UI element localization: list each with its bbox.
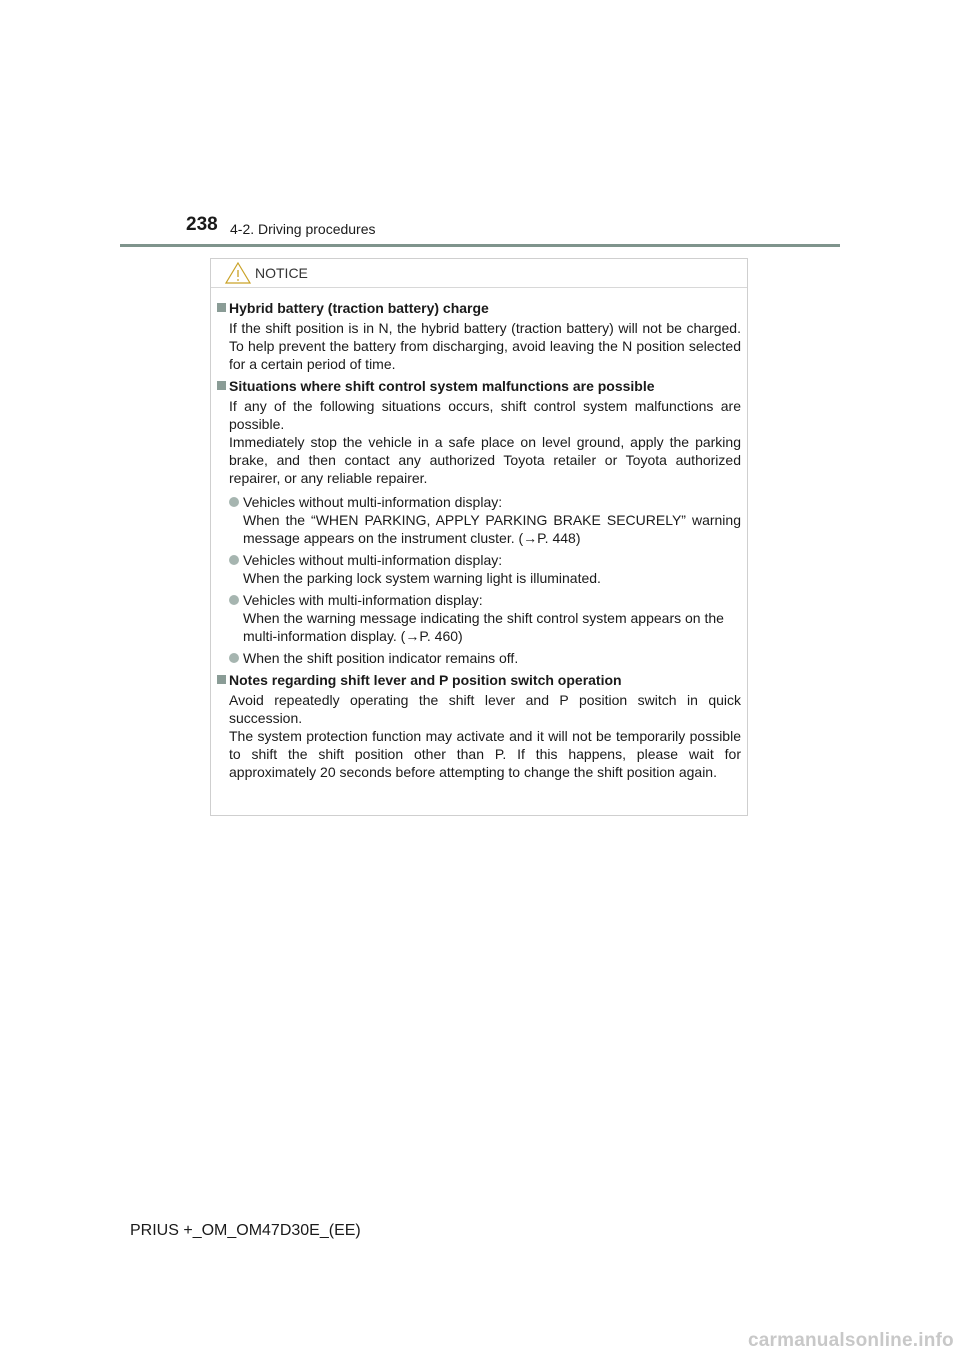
- section-shift-lever-notes: [217, 671, 741, 781]
- list-item: When the shift position indicator remains off.: [229, 649, 741, 667]
- square-bullet-icon: [217, 381, 226, 390]
- list-item: Vehicles without multi-information display: When the parking lock system warning light is illuminated.: [229, 551, 741, 587]
- paragraph: The system protection function may activate and it will not be temporarily possible to shift the shift position other than P. If this happens, please wait for approximately 20 seconds before attempting to change the shift position again.: [229, 728, 741, 780]
- paragraph: Avoid repeatedly operating the shift lever and P position switch in quick succession.: [229, 692, 741, 726]
- notice-header: [211, 259, 747, 288]
- square-bullet-icon: [217, 303, 226, 312]
- paragraph: If the shift position is in N, the hybrid battery (traction battery) will not be charged. To help prevent the battery from discharging, avoid leaving the N position selected for a certain period of time.: [229, 320, 741, 372]
- section-hybrid-battery: [217, 299, 741, 373]
- document-id: PRIUS +_OM_OM47D30E_(EE): [130, 1222, 361, 1239]
- section-title: 4-2. Driving procedures: [230, 221, 376, 237]
- notice-body: [211, 288, 747, 781]
- circle-bullet-icon: [229, 595, 239, 605]
- paragraph: Immediately stop the vehicle in a safe place on level ground, apply the parking brake, and then contact any authorized Toyota retailer or Toyota authorized repairer, or any reliable repairer.: [229, 434, 741, 486]
- warning-triangle-icon: [225, 262, 251, 284]
- list-item: Vehicles without multi-information display: When the “WHEN PARKING, APPLY PARKING BRAKE SECURELY” warning message appears on the instrument cluster. (→P. 448): [229, 493, 741, 547]
- notice-box: [210, 258, 748, 816]
- header-rule: [120, 244, 840, 247]
- circle-bullet-icon: [229, 555, 239, 565]
- section-heading: Situations where shift control system malfunctions are possible: [229, 378, 655, 394]
- circle-bullet-icon: [229, 653, 239, 663]
- paragraph: If any of the following situations occurs, shift control system malfunctions are possible.: [229, 398, 741, 432]
- list-item: Vehicles with multi-information display: When the warning message indicating the shift control system appears on the multi-information display. (→P. 460): [229, 591, 741, 645]
- watermark: carmanualsonline.info: [748, 1330, 954, 1351]
- square-bullet-icon: [217, 675, 226, 684]
- circle-bullet-icon: [229, 497, 239, 507]
- section-heading: Hybrid battery (traction battery) charge: [229, 300, 489, 316]
- page-number: 238: [186, 214, 218, 235]
- section-shift-malfunction: [217, 377, 741, 667]
- section-heading: Notes regarding shift lever and P position switch operation: [229, 672, 622, 688]
- notice-label: NOTICE: [255, 265, 308, 281]
